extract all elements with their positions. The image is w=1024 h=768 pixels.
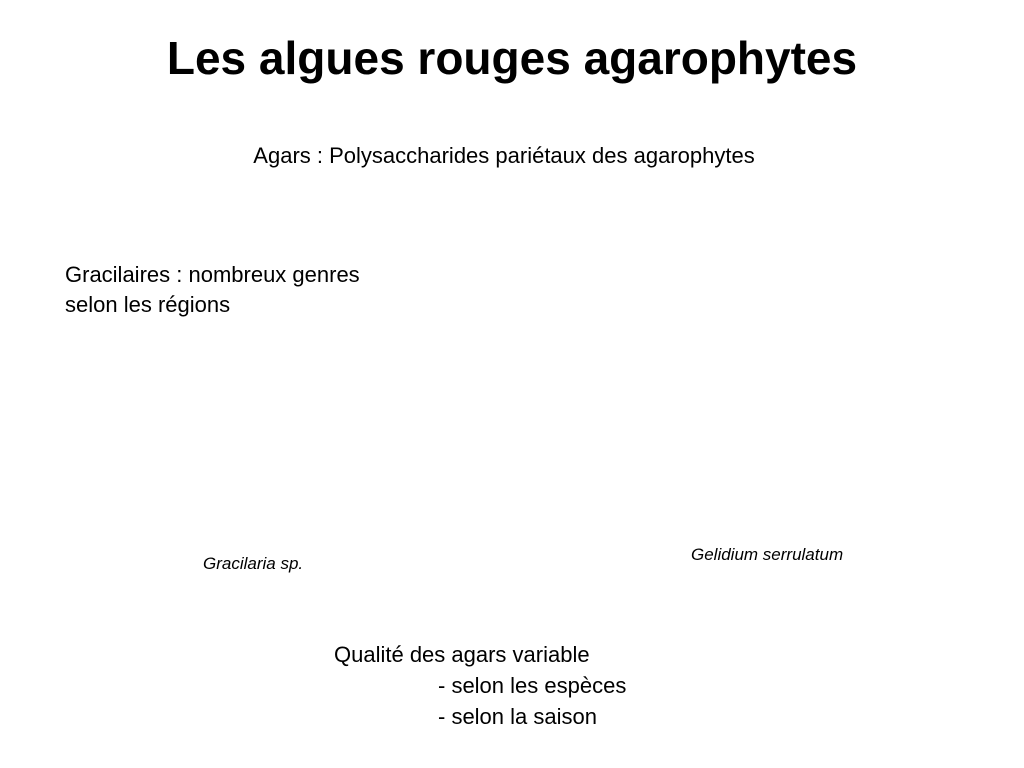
gracilaires-line-1: Gracilaires : nombreux genres bbox=[65, 262, 360, 287]
quality-item-especes: - selon les espèces bbox=[438, 673, 627, 698]
quality-text-block bbox=[334, 639, 626, 732]
caption-gelidium: Gelidium serrulatum bbox=[691, 545, 844, 564]
gracilaires-text-block bbox=[65, 260, 360, 320]
slide-title: Les algues rouges agarophytes bbox=[166, 32, 858, 84]
caption-gracilaria: Gracilaria sp. bbox=[203, 554, 304, 573]
quality-heading: Qualité des agars variable bbox=[334, 642, 590, 667]
quality-item-saison: - selon la saison bbox=[438, 704, 597, 729]
slide-subtitle: Agars : Polysaccharides pariétaux des agarophytes bbox=[253, 143, 755, 168]
gracilaires-line-2: selon les régions bbox=[65, 292, 231, 317]
